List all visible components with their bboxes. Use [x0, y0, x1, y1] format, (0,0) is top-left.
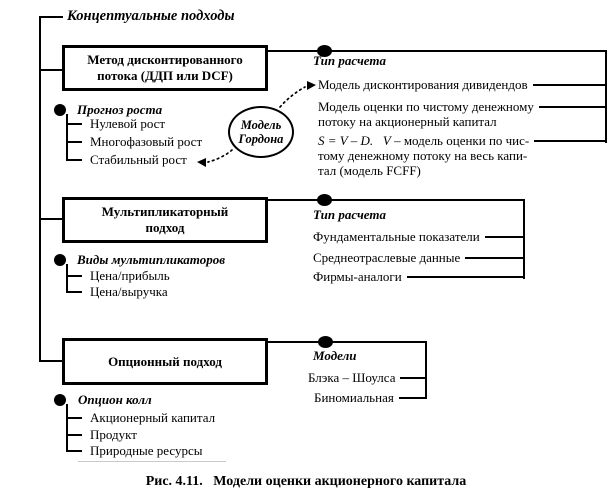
calc1-item-fcfe-row — [318, 99, 607, 115]
main-trunk-line — [39, 16, 41, 362]
calc2-item-fundamental: Фундаментальные показатели — [313, 229, 480, 244]
figure-caption-number: Рис. 4.11. — [145, 474, 203, 489]
model-black-scholes-connector — [400, 377, 427, 379]
calc2-item-analogs-row — [313, 269, 525, 285]
dcf-box — [62, 45, 268, 91]
figure-caption-text: Модели оценки акционерного капитала — [213, 474, 467, 489]
stub-multiplier-line — [39, 218, 62, 220]
multiplier-item-ps: Цена/выручка — [90, 284, 168, 299]
dcf-right-vline — [605, 50, 607, 143]
call-option-group-label: Опцион колл — [78, 392, 152, 407]
gordon-to-dividends-dotted-line — [280, 87, 305, 107]
bracket-top-line — [39, 16, 63, 18]
model-binomial-row — [314, 390, 427, 406]
multiplier-right-bullet-icon — [317, 194, 332, 206]
gordon-model-ellipse — [228, 106, 294, 158]
call-option-bullet-icon — [54, 394, 66, 406]
growth-tick-3 — [68, 159, 82, 161]
calc1-item-fcfe-connector — [539, 106, 607, 108]
growth-item-stable: Стабильный рост — [90, 152, 187, 167]
call-option-tick-2 — [68, 434, 82, 436]
calc2-item-fundamental-connector — [485, 236, 525, 238]
fcff-line1-rest: – модель оценки по чис- — [394, 133, 530, 148]
gordon-to-dividends-arrowhead-icon — [307, 81, 316, 90]
gordon-line2: Гордона — [238, 132, 284, 146]
option-box — [62, 338, 268, 385]
call-option-tick-3 — [68, 450, 82, 452]
growth-item-multiphase: Многофазовый рост — [90, 134, 203, 149]
models-group-label: Модели — [313, 348, 357, 363]
multipliers-group-label: Виды мультипликаторов — [77, 252, 226, 267]
calc1-item-fcff-line2: тому денежному потоку на весь капи- — [318, 148, 528, 163]
growth-tick-2 — [68, 141, 82, 143]
calc2-item-industry-row — [313, 250, 525, 266]
figure-caption — [0, 474, 612, 490]
calc-type2-label: Тип расчета — [313, 207, 386, 222]
option-item-resources: Природные ресурсы — [90, 443, 203, 458]
calc-type1-label: Тип расчета — [313, 53, 386, 68]
multipliers-tick-2 — [68, 291, 82, 293]
dcf-box-line2: потока (ДДП или DCF) — [97, 68, 233, 83]
option-right-bullet-icon — [318, 336, 333, 348]
growth-group-label: Прогноз роста — [77, 102, 163, 117]
multiplier-right-hline — [268, 199, 525, 201]
calc1-item-fcfe-line2: потоку на акционерный капитал — [318, 114, 497, 129]
multipliers-items-line — [66, 264, 68, 293]
stub-option-line — [39, 360, 62, 362]
calc2-item-analogs-connector — [407, 276, 525, 278]
calc1-item-dividends-row — [318, 77, 607, 93]
calc2-item-fundamental-row — [313, 229, 525, 245]
multiplier-box-line1: Мультипликаторный — [101, 204, 229, 219]
diagram-title: Концептуальные подходы — [67, 8, 235, 24]
calc1-item-dividends: Модель дисконтирования дивидендов — [318, 77, 528, 92]
scan-artifact-line — [78, 461, 226, 462]
model-binomial-connector — [399, 397, 427, 399]
stub-dcf-line — [39, 69, 62, 71]
gordon-to-stable-growth-arrowhead-icon — [197, 158, 206, 167]
calc1-item-fcff-line1 — [318, 133, 529, 149]
dcf-box-line1: Метод дисконтированного — [87, 52, 243, 67]
model-black-scholes: Блэка – Шоулса — [308, 370, 396, 385]
multiplier-box-line2: подход — [145, 220, 185, 235]
fcff-spacer — [376, 133, 379, 148]
gordon-to-stable-growth-dotted-line — [208, 150, 232, 162]
calc2-item-industry: Среднеотраслевые данные — [313, 250, 461, 265]
growth-item-zero: Нулевой рост — [90, 116, 166, 131]
calc2-item-analogs: Фирмы-аналоги — [313, 269, 402, 284]
calc1-item-fcff-line3: тал (модель FCFF) — [318, 163, 421, 178]
call-option-tick-1 — [68, 417, 82, 419]
figure-caption-spacer — [206, 474, 210, 489]
growth-items-line — [66, 114, 68, 161]
multiplier-item-pe: Цена/прибыль — [90, 268, 170, 283]
model-binomial: Биномиальная — [314, 390, 394, 405]
growth-bullet-icon — [54, 104, 66, 116]
fcff-variable: V — [382, 133, 391, 148]
option-right-hline — [268, 341, 427, 343]
gordon-line1: Модель — [240, 118, 282, 132]
multipliers-tick-1 — [68, 275, 82, 277]
multipliers-bullet-icon — [54, 254, 66, 266]
calc1-item-dividends-connector — [533, 84, 607, 86]
option-item-product: Продукт — [90, 427, 137, 442]
calc1-item-fcfe-line1: Модель оценки по чистому денежному — [318, 99, 534, 114]
option-box-label: Опционный подход — [108, 353, 222, 369]
model-black-scholes-row — [308, 370, 427, 386]
calc1-item-fcff-row — [318, 133, 607, 149]
option-item-equity: Акционерный капитал — [90, 410, 216, 425]
fcff-formula: S = V – D. — [318, 133, 374, 148]
growth-tick-1 — [68, 123, 82, 125]
multiplier-box — [62, 197, 268, 243]
call-option-items-line — [66, 404, 68, 452]
calc2-item-industry-connector — [465, 257, 525, 259]
calc1-item-fcff-connector — [534, 140, 607, 142]
